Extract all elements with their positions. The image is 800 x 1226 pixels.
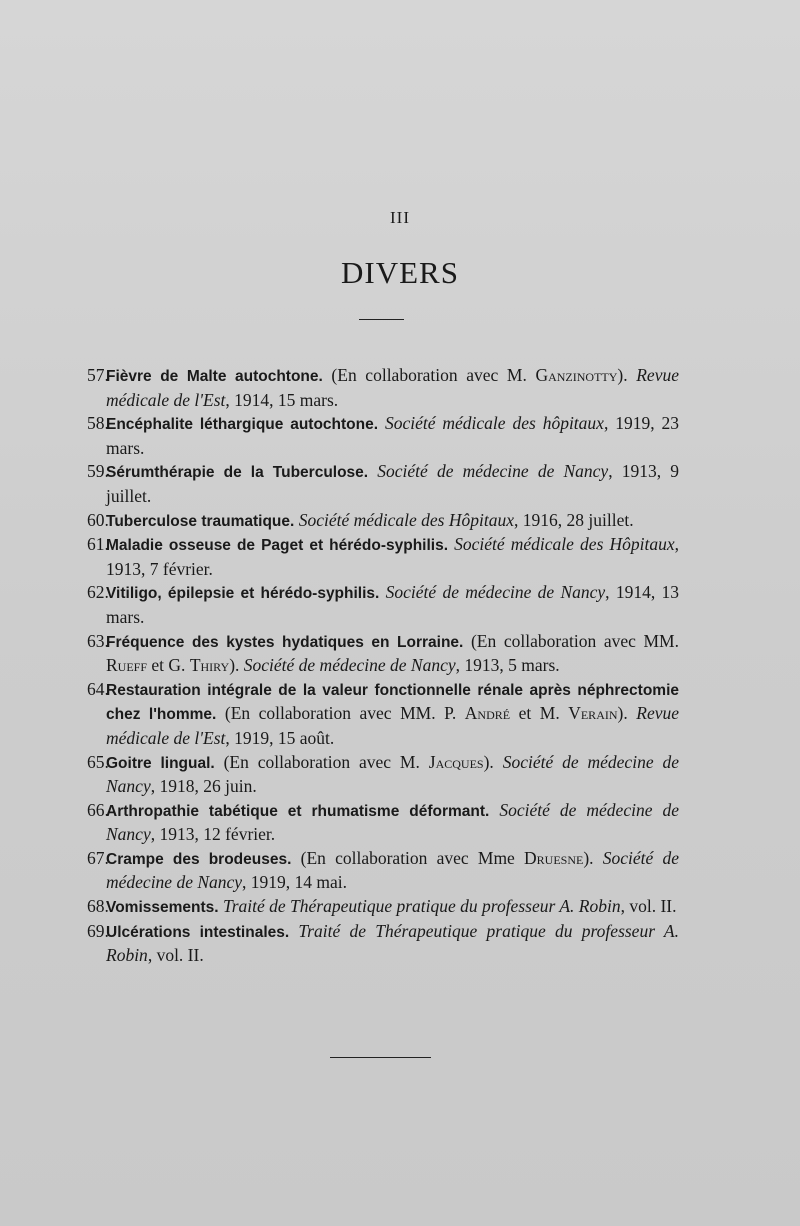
end-divider [330, 1057, 431, 1058]
author-name: André [464, 703, 511, 724]
entry-text: (En collaboration avec M. [214, 751, 429, 772]
entry-text: ). [617, 703, 637, 724]
entry-number: 66. [87, 799, 109, 820]
entry-title: Encéphalite léthargique autochtone. [106, 416, 379, 434]
entry-title: Sérumthérapie de la Tuberculose. [106, 464, 369, 482]
entry-text: , 1914, 15 mars. [225, 389, 339, 410]
bibliography-entry [87, 460, 679, 508]
bibliography-entry [87, 847, 679, 895]
entry-number: 60. [87, 509, 109, 530]
entry-text: , vol. II. [620, 896, 677, 917]
bibliography-entry [87, 509, 679, 534]
entry-title: Vomissements. [106, 899, 219, 917]
bibliography-entry [87, 364, 679, 412]
entry-text: , 1914, 13 mars. [106, 582, 679, 627]
entry-text: , 1913, 12 février. [150, 824, 276, 845]
entry-number: 65. [87, 751, 109, 772]
entry-source: Revue médicale de l'Est [106, 365, 679, 410]
entry-title: Arthropathie tabétique et rhumatisme déformant. [106, 802, 490, 820]
author-name: Jacques [428, 751, 484, 772]
entry-title: Crampe des brodeuses. [106, 850, 292, 868]
bibliography-list [87, 364, 679, 968]
entry-title: Goitre lingual. [106, 754, 215, 772]
entry-text: ). [483, 751, 503, 772]
entry-text: , 1919, 23 mars. [106, 413, 679, 458]
entry-title: Tuberculose traumatique. [106, 512, 295, 530]
entry-number: 61. [87, 534, 109, 555]
bibliography-entry [87, 751, 679, 799]
entry-source: Traité de Thérapeutique pratique du professeur A. Robin [106, 920, 679, 966]
bibliography-entry [87, 678, 679, 751]
entry-text: ). [617, 365, 637, 385]
entry-text: , vol. II. [147, 945, 204, 966]
entry-text: ). [583, 847, 603, 868]
entry-text: (En collaboration avec MM. P. [216, 703, 465, 724]
entry-number: 68. [87, 896, 109, 917]
author-name: Ganzinotty [535, 365, 618, 385]
entry-source: Société de médecine de Nancy [106, 847, 680, 893]
entry-text: (En collaboration avec MM. [463, 630, 679, 651]
bibliography-entry [87, 920, 679, 968]
entry-text: , 1916, 28 juillet. [514, 509, 634, 530]
entry-text: , 1913, 7 février. [106, 534, 679, 579]
entry-number: 58. [87, 413, 109, 434]
entry-text [368, 461, 377, 481]
entry-title: Vitiligo, épilepsie et hérédo-syphilis. [106, 585, 380, 603]
entry-number: 64. [87, 678, 109, 699]
entry-number: 67. [87, 847, 109, 868]
entry-text: ). [229, 655, 244, 676]
entry-source: Société médicale des Hôpitaux [454, 534, 675, 555]
entry-title: Ulcérations intestinales. [106, 923, 290, 941]
author-name: Thiry [189, 655, 230, 676]
entry-source: Société de médecine de Nancy [243, 655, 456, 676]
bibliography-entry [87, 799, 679, 847]
entry-text: et M. [510, 703, 569, 724]
entry-text: , 1919, 15 août. [225, 727, 335, 748]
author-name: Druesne [524, 847, 584, 868]
entry-source: Société de médecine de Nancy [106, 799, 679, 845]
entry-source: Société médicale des hôpitaux [384, 413, 604, 434]
entry-text: , 1913, 9 juillet. [106, 461, 679, 506]
entry-number: 59. [87, 461, 109, 482]
entry-text [489, 800, 499, 820]
entry-title: Fièvre de Malte autochtone. [106, 368, 323, 385]
entry-text: , 1918, 26 juin. [150, 776, 257, 797]
section-number: III [390, 208, 410, 227]
bibliography-entry [87, 412, 679, 460]
bibliography-entry [87, 533, 679, 581]
entry-source: Société de médecine de Nancy [377, 461, 609, 482]
entry-title: Maladie osseuse de Paget et hérédo-syphilis. [106, 537, 449, 555]
entry-title: Restauration intégrale de la valeur fonctionnelle rénale après néphrectomie chez l'homme. [106, 681, 679, 724]
author-name: Verain [568, 703, 618, 724]
bibliography-entry [87, 630, 679, 678]
entry-source: Société médicale des Hôpitaux [298, 509, 514, 530]
entry-number: 69. [87, 920, 109, 941]
entry-text: (En collaboration avec M. [322, 365, 536, 385]
bibliography-entry [87, 895, 679, 920]
entry-text: et G. [147, 655, 190, 676]
entry-text: , 1919, 14 mai. [242, 872, 348, 893]
entry-number: 63. [87, 630, 109, 651]
entry-number: 57. [87, 365, 109, 385]
entry-title: Fréquence des kystes hydatiques en Lorraine. [106, 633, 464, 651]
entry-text: (En collaboration avec Mme [291, 847, 525, 868]
entry-text: , 1913, 5 mars. [455, 655, 560, 676]
entry-source: Traité de Thérapeutique pratique du professeur A. Robin [222, 896, 621, 917]
section-title: DIVERS [341, 255, 459, 290]
title-divider [359, 319, 404, 320]
entry-number: 62. [87, 582, 109, 603]
bibliography-entry [87, 581, 679, 629]
entry-source: Société de médecine de Nancy [106, 751, 679, 797]
entry-text [378, 413, 385, 433]
author-name: Rueff [106, 655, 148, 676]
entry-source: Société de médecine de Nancy [385, 582, 606, 603]
entry-source: Revue médicale de l'Est [106, 703, 680, 748]
